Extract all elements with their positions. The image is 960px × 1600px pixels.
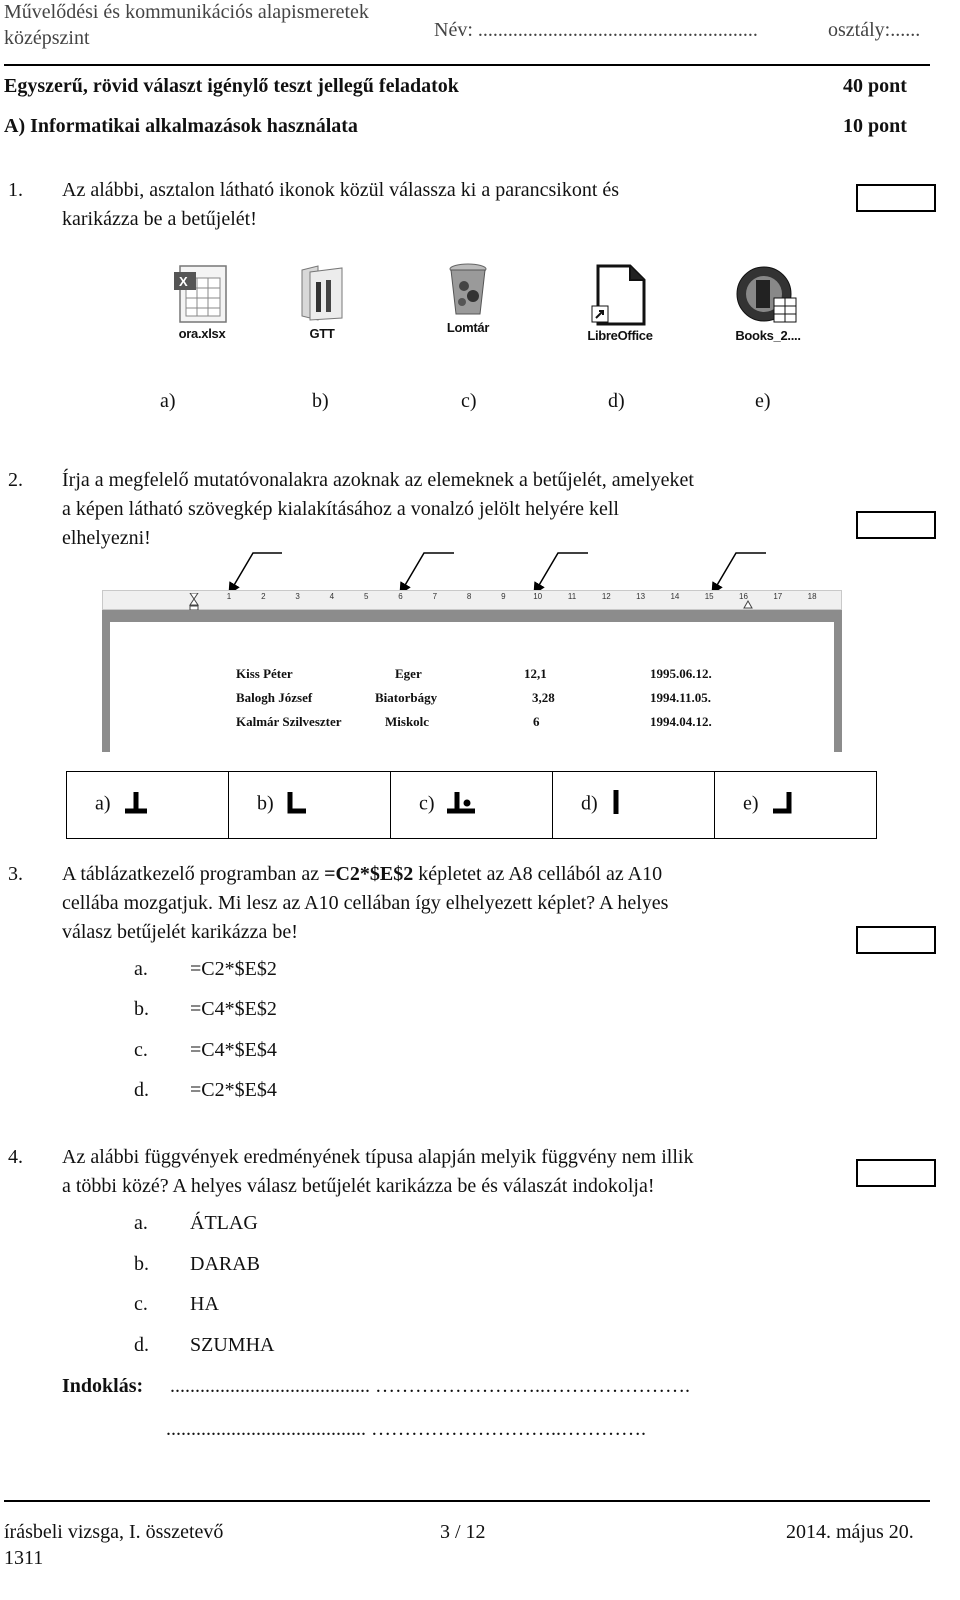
footer-date: 2014. május 20. [786, 1521, 914, 1543]
tab-option-c[interactable] [391, 772, 553, 839]
answer-text: SZUMHA [190, 1334, 275, 1356]
answer-letter[interactable]: a. [134, 1212, 148, 1234]
indent-marker-icon [189, 593, 199, 611]
cell: 6 [533, 714, 540, 729]
cell: Miskolc [385, 714, 430, 729]
option-label: c) [419, 792, 435, 815]
footer-rule [4, 1500, 930, 1502]
answer-letter[interactable]: b. [134, 1253, 149, 1275]
ruler-tick: 9 [501, 592, 506, 601]
libreoffice-shortcut-icon [588, 262, 650, 328]
option-c[interactable]: c) [461, 390, 477, 412]
cell: Eger [395, 666, 422, 681]
cell: Balogh József [236, 690, 313, 705]
answer-text: ÁTLAG [190, 1212, 258, 1234]
formula: =C2*$E$2 [324, 863, 414, 885]
ruler-tick: 7 [432, 592, 438, 601]
class-field: osztály:...... [828, 19, 921, 41]
reason-label: Indoklás: [62, 1375, 144, 1397]
cell: 1994.11.05. [650, 690, 712, 705]
ruler-tick: 14 [670, 592, 680, 601]
option-e[interactable]: e) [755, 390, 771, 412]
question-text-part: képletet az A8 cellából az A10 [413, 863, 663, 885]
answer-letter[interactable]: d. [134, 1334, 149, 1356]
answer-letter[interactable]: a. [134, 958, 148, 980]
name-field: Név: ........................................................ [434, 19, 758, 41]
option-label: a) [95, 792, 111, 815]
tab-option-d[interactable] [553, 772, 715, 839]
icon-label: LibreOffice [587, 328, 653, 343]
question-text: karikázza be a betűjelét! [62, 208, 257, 230]
icon-label: GTT [309, 326, 335, 341]
footer-exam: írásbeli vizsga, I. összetevő [4, 1521, 224, 1543]
answer-letter[interactable]: d. [134, 1079, 149, 1101]
question-text: Írja a megfelelő mutatóvonalakra azoknak az elemeknek a betűjelét, amelyeket [62, 469, 694, 491]
tab-option-e[interactable] [715, 772, 877, 839]
question-text: a többi közé? A helyes válasz betűjelét karikázza be és válaszát indokolja! [62, 1175, 655, 1197]
question-text: elhelyezni! [62, 527, 151, 549]
option-label: d) [581, 792, 598, 815]
section-title: Egyszerű, rövid választ igénylő teszt jellegű feladatok [4, 75, 459, 97]
reason-answer-line[interactable]: ........................................ ………………………..…………. [166, 1418, 646, 1440]
ruler-tick: 16 [739, 592, 748, 601]
ruler-tick: 4 [329, 592, 335, 601]
cell: Kalmár Szilveszter [236, 714, 342, 729]
footer-code: 1311 [4, 1547, 44, 1569]
cell: Kiss Péter [236, 666, 293, 681]
cell: 1995.06.12. [650, 666, 712, 681]
answer-letter[interactable]: b. [134, 998, 149, 1020]
tab-option-b[interactable] [229, 772, 391, 839]
answer-text: =C2*$E$4 [190, 1079, 277, 1101]
decimal-tab-icon [447, 790, 477, 820]
subject-title: Művelődési és kommunikációs alapismeretek [4, 1, 369, 23]
document-page [110, 622, 834, 752]
ruler [102, 590, 842, 610]
answer-text: HA [190, 1293, 219, 1315]
ruler-tick: 11 [567, 592, 577, 601]
ruler-tick: 13 [636, 592, 646, 601]
score-box[interactable] [856, 926, 936, 954]
cell: 12,1 [524, 666, 547, 681]
answer-letter[interactable]: c. [134, 1039, 148, 1061]
icon-label: Lomtár [446, 320, 490, 335]
question-text-part: A táblázatkezelő programban az [62, 863, 325, 885]
option-label: b) [257, 792, 274, 815]
option-a[interactable]: a) [160, 390, 176, 412]
cell: 3,28 [532, 690, 555, 705]
ruler-tick: 3 [295, 592, 300, 601]
subsection-points: 10 pont [843, 115, 907, 137]
ruler-tick: 15 [704, 592, 714, 601]
answer-letter[interactable]: c. [134, 1293, 148, 1315]
question-text: cellába mozgatjuk. Mi lesz az A10 cellában így elhelyezett képlet? A helyes [62, 892, 669, 914]
ruler-tick: 2 [261, 592, 266, 601]
subject-level: középszint [4, 27, 90, 49]
question-text: Az alábbi, asztalon látható ikonok közül válassza ki a parancsikont és [62, 179, 620, 201]
recycle-bin-icon [444, 262, 492, 318]
answer-text: =C4*$E$4 [190, 1039, 277, 1061]
score-box[interactable] [856, 1159, 936, 1187]
answer-text: =C2*$E$2 [190, 958, 277, 980]
icon-label: ora.xlsx [178, 326, 226, 341]
question-number: 3. [8, 863, 23, 885]
ruler-tick: 12 [601, 592, 611, 601]
spreadsheet-file-icon [172, 264, 234, 326]
left-tab-icon [286, 790, 308, 820]
score-box[interactable] [856, 511, 936, 539]
question-text: válasz betűjelét karikázza be! [62, 921, 298, 943]
ruler-tick: 17 [773, 592, 783, 601]
question-text: a képen látható szövegkép kialakításához a vonalzó jelölt helyére kell [62, 498, 619, 520]
folder-icon [296, 262, 348, 324]
ruler-tick: 18 [807, 592, 817, 601]
cell: 1994.04.12. [650, 714, 712, 729]
bar-tab-icon [610, 789, 622, 821]
page-number: 3 / 12 [440, 1521, 486, 1543]
right-indent-marker-icon [743, 599, 753, 609]
tab-stop-options [66, 771, 877, 839]
option-b[interactable]: b) [312, 390, 329, 412]
header-rule [4, 64, 930, 66]
tab-option-a[interactable] [67, 772, 229, 839]
question-text [62, 860, 662, 889]
question-number: 1. [8, 179, 23, 201]
center-tab-icon [123, 790, 149, 820]
cell: Biatorbágy [375, 690, 438, 705]
option-d[interactable]: d) [608, 390, 625, 412]
question-number: 4. [8, 1146, 23, 1168]
ruler-tick: 5 [363, 592, 369, 601]
section-subtitle: A) Informatikai alkalmazások használata [4, 115, 358, 137]
option-label: e) [743, 792, 759, 815]
section-points: 40 pont [843, 75, 907, 97]
icon-label: Books_2.... [735, 328, 801, 343]
ruler-tick: 8 [466, 592, 472, 601]
answer-text: =C4*$E$2 [190, 998, 277, 1020]
right-tab-icon [771, 790, 793, 820]
question-number: 2. [8, 469, 23, 491]
ruler-tick: 1 [226, 592, 232, 601]
reason-answer-line[interactable]: ........................................ ……………………..…………………. [170, 1375, 690, 1397]
ruler-tick: 6 [398, 592, 403, 601]
books-database-icon [734, 264, 798, 328]
document-area [102, 610, 842, 752]
svg-text:X: X [179, 274, 188, 289]
answer-text: DARAB [190, 1253, 261, 1275]
score-box[interactable] [856, 184, 936, 212]
question-text: Az alábbi függvények eredményének típusa alapján melyik függvény nem illik [62, 1146, 694, 1168]
ruler-tick: 10 [533, 592, 543, 601]
